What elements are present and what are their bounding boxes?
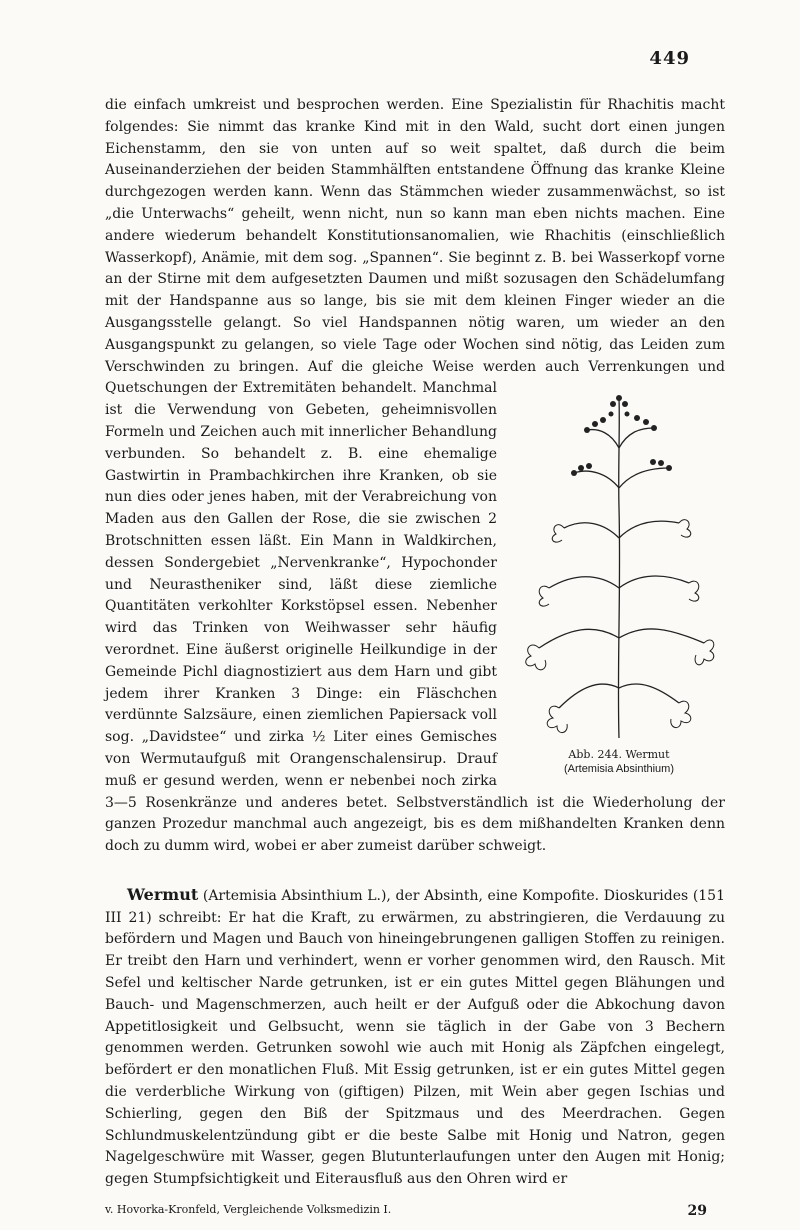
paragraph-text: die einfach umkreist und besprochen werden. Eine Spezialistin für Rhachitis macht folgendes: Sie nimmt das kranke Kind mit in den Wald, sucht dort einen jungen Eichenstamm, den sie von unten auf so weit spaltet, daß durch die beim Auseinanderziehen der beiden Stammhälften entstandene Öffnung das kranke Kleine durchgezogen werden kann. Wenn das Stämmchen wieder zusammenwächst, so ist „die Unterwachs“ geheilt, wenn nicht, nun so kann man eben nichts machen. Eine andere wiederum behandelt Konstitutionsanomalien, wie Rhachitis (einschließlich Wasserkopf), Anämie, mit dem sog. „Spannen“. Sie beginnt z. B. bei Wasserkopf vorne an der Stirne mit dem aufgesetzten Daumen und mißt sozusagen den Schädelumfang mit der Handspanne aus so lange, bis sie mit dem kleinen Finger wieder an die Ausgangsstelle gelangt. So viel Handspannen nötig waren, um wieder an den Ausgangspunkt zu gelangen, so viele Tage oder Wochen sind nötig, das Leiden zum Verschwinden zu bringen. Auf die gleiche Weise werden auch Verrenkungen und Quetschungen der Extremitäten behandelt. xyxy=(105,97,725,397)
wormwood-illustration xyxy=(519,388,719,748)
caption-label: Abb. 244. xyxy=(568,748,622,762)
body-text xyxy=(105,95,725,1191)
entry-text: (Artemisia Absinthium L.), der Absinth, eine Kompofite. Dioskurides (151 III 21) schreibt: Er hat die Kraft, zu erwärmen, zu abstringieren, die Verdauung zu befördern und Magen und Bauch von hineingebrungenen galligen Stoffen zu reinigen. Er treibt den Harn und verhindert, wenn er vorher genommen wird, den Rausch. Mit Sefel und keltischer Narde getrunken, ist er ein gutes Mittel gegen Blähungen und Bauch- und Magenschmerzen, auch heilt er der Aufguß oder die Abkochung davon Appetitlosigkeit und Gelbsucht, wenn sie täglich in der Gabe von 3 Bechern genommen werden. Getrunken sowohl wie auch mit Honig als Zäpfchen eingelegt, befördert er den monatlichen Fluß. Mit Essig getrunken, ist er ein gutes Mittel gegen die verderbliche Wirkung von (giftigen) Pilzen, mit Wein aber gegen Ischias und Schierling, gegen den Biß der Spitzmaus und des Meerdrachen. Gegen Schlundmuskelentzündung gibt er die beste Salbe mit Honig und Natron, gegen Nagelgeschwüre mit Wasser, gegen Blutunterlaufungen unter den Augen mit Honig; gegen Stumpfsichtigkeit und Eiterausfluß aus den Ohren wird er xyxy=(105,887,725,1188)
caption-name: Wermut xyxy=(625,748,670,762)
paragraph-text: Manchmal ist die Verwendung von Gebeten, geheimnisvollen Formeln und Zeichen auch mit innerlicher Behandlung verbunden. So behandelt z. B. eine ehemalige Gastwirtin in Prambachkirchen ihre Kranken, ob sie nun dies oder jenes haben, mit der Verabreichung von Maden aus den Gallen der Rose, die sie zwischen 2 Brotschnitten essen läßt. Ein Mann in Waldkirchen, dessen Sondergebiet „Nervenkranke“, Hypochonder und Neurastheniker sind, läßt diese ziemliche Quantitäten verkohlter Korkstöpsel essen. Nebenher wird das Trinken von Weihwasser sehr häufig verordnet. Eine äußerst originelle Heilkundige in der Gemeinde Pichl diagnostiziert aus dem Harn und gibt jedem ihrer Kranken 3 Dinge: ein Fläschchen verdünnte Salzsäure, einen ziemlichen Papiersack voll sog. „Davidstee“ und zirka ½ Liter eines Gemisches von Wermutaufguß mit Orangenschalensirup. Drauf muß er gesund werden, wenn er nebenbei noch zirka 3—5 Rosenkränze und anderes betet. Selbstverständlich ist die Wiederholung der ganzen Prozedur manchmal auch angezeigt, bis es dem mißhandelten Kranken denn doch zu dumm wird, wobei er aber zumeist darüber schweigt. xyxy=(105,380,725,855)
page-footer xyxy=(105,1203,725,1219)
caption-latin: (Artemisia Absinthium) xyxy=(563,763,675,776)
figure-wormwood xyxy=(513,388,725,776)
running-title: v. Hovorka-Kronfeld, Vergleichende Volksmedizin I. xyxy=(105,1203,392,1216)
entry-wermut xyxy=(105,884,725,1191)
figure-caption xyxy=(513,748,725,776)
page-number: 449 xyxy=(649,48,690,69)
signature-mark: 29 xyxy=(687,1203,707,1219)
paragraph xyxy=(105,95,725,858)
entry-headword: Wermut xyxy=(127,884,199,904)
